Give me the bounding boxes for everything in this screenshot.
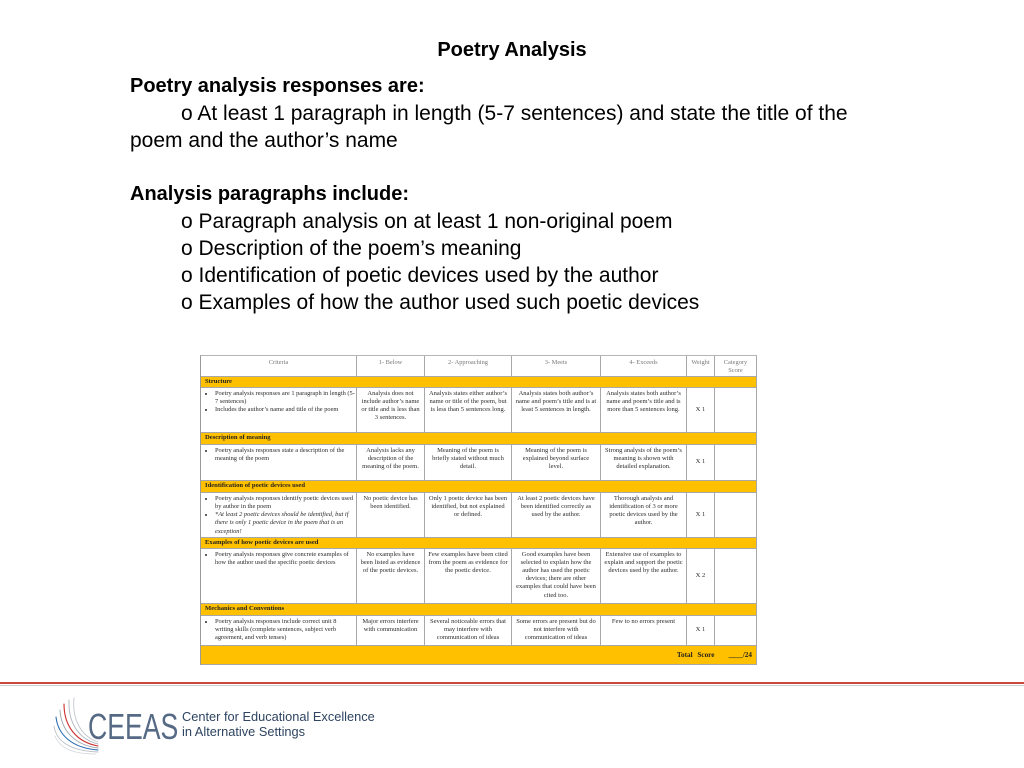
rubric-header-criteria: Criteria xyxy=(201,356,357,377)
rubric-meets-cell: At least 2 poetic devices have been identified correctly as used by the author. xyxy=(512,493,601,538)
criteria-list xyxy=(203,447,355,464)
criteria-list xyxy=(203,390,355,415)
rubric-section-band: Examples of how poetic devices are used xyxy=(201,538,757,549)
rubric-exceeds-cell: Thorough analysis and identification of 3 or more poetic devices used by the author. xyxy=(601,493,687,538)
rubric-weight-cell: X 2 xyxy=(687,549,715,604)
responses-heading: Poetry analysis responses are: xyxy=(130,74,425,97)
paragraphs-item: o Identification of poetic devices used by the author xyxy=(181,264,659,288)
rubric-meets-cell: Analysis states both author’s name and poem’s title and is at least 5 sentences in length. xyxy=(512,388,601,433)
rubric-score-cell xyxy=(715,388,757,433)
rubric-approaching-cell: Analysis states either author’s name or title of the poem, but is less than 5 sentences long. xyxy=(425,388,512,433)
criteria-item: • Poetry analysis responses give concrete examples of how the author used the specific poetic devices xyxy=(215,551,355,568)
responses-line: o At least 1 paragraph in length (5-7 sentences) and state the title of the xyxy=(181,101,848,125)
rubric-total-row xyxy=(201,646,757,665)
criteria-list xyxy=(203,551,355,568)
logo-org-line: Center for Educational Excellence xyxy=(182,709,375,724)
rubric-header-meets: 3- Meets xyxy=(512,356,601,377)
rubric-approaching-cell: Several noticeable errors that may interfere with communication of ideas xyxy=(425,616,512,646)
rubric-exceeds-cell: Extensive use of examples to explain and support the poetic devices used by the author. xyxy=(601,549,687,604)
logo-org-line: in Alternative Settings xyxy=(182,723,306,739)
slide-title: Poetry Analysis xyxy=(437,39,587,61)
rubric-weight-cell: X 1 xyxy=(687,616,715,646)
responses-line: poem and the author’s name xyxy=(130,128,398,152)
rubric-weight-cell: X 1 xyxy=(687,388,715,433)
footer-rule-shadow xyxy=(0,685,1024,686)
rubric-header-weight: Weight xyxy=(687,356,715,377)
rubric-section-band: Structure xyxy=(201,377,757,388)
criteria-item: • Poetry analysis responses include correct unit 8 writing skills (complete sentences, subject verb agreement, and verb tenses) xyxy=(215,618,355,643)
rubric-approaching-cell: Few examples have been cited from the poem as evidence for the poetic device. xyxy=(425,549,512,604)
paragraphs-item: o Examples of how the author used such poetic devices xyxy=(181,291,700,315)
criteria-item: • Poetry analysis responses state a description of the meaning of the poem xyxy=(215,447,355,464)
criteria-item: • Poetry analysis responses identify poetic devices used by author in the poem xyxy=(215,495,355,512)
rubric-meets-cell: Good examples have been selected to explain how the author has used the poetic devices; there are other examples that could have been cited too. xyxy=(512,549,601,604)
rubric-exceeds-cell: Analysis states both author’s name and poem’s title and is more than 5 sentences long. xyxy=(601,388,687,433)
rubric-header-exceeds: 4- Exceeds xyxy=(601,356,687,377)
rubric-weight-cell: X 1 xyxy=(687,445,715,481)
paragraphs-item: o Paragraph analysis on at least 1 non-original poem xyxy=(181,209,673,233)
rubric-exceeds-cell: Strong analysis of the poem’s meaning is shown with detailed explanation. xyxy=(601,445,687,481)
criteria-item: • Includes the author’s name and title of the poem xyxy=(215,406,355,414)
rubric-table xyxy=(200,355,757,665)
rubric-approaching-cell: Only 1 poetic device has been identified, but not explained or defined. xyxy=(425,493,512,538)
rubric-approaching-cell: Meaning of the poem is briefly stated without much detail. xyxy=(425,445,512,481)
rubric-criteria-cell xyxy=(201,388,357,433)
rubric-score-cell xyxy=(715,493,757,538)
rubric-header-below: 1- Below xyxy=(357,356,425,377)
rubric-below-cell: No poetic device has been identified. xyxy=(357,493,425,538)
rubric-criteria-cell xyxy=(201,445,357,481)
logo-org-name xyxy=(182,710,375,739)
logo-wordmark: CEEAS xyxy=(88,705,179,747)
rubric-exceeds-cell: Few to no errors present xyxy=(601,616,687,646)
rubric-score-cell xyxy=(715,616,757,646)
total-score-label: Total Score xyxy=(676,651,715,659)
rubric-score-cell xyxy=(715,549,757,604)
paragraphs-heading: Analysis paragraphs include: xyxy=(130,182,409,205)
rubric-section-band: Description of meaning xyxy=(201,433,757,445)
rubric-weight-cell: X 1 xyxy=(687,493,715,538)
rubric-meets-cell: Some errors are present but do not interfere with communication of ideas xyxy=(512,616,601,646)
rubric-below-cell: Analysis lacks any description of the meaning of the poem. xyxy=(357,445,425,481)
rubric-section-band: Identification of poetic devices used xyxy=(201,481,757,493)
rubric-score-cell xyxy=(715,445,757,481)
blank-line xyxy=(130,154,990,181)
paragraphs-item: o Description of the poem’s meaning xyxy=(181,237,522,261)
rubric-below-cell: Analysis does not include author’s name or title and is less than 3 sentences. xyxy=(357,388,425,433)
footer-rule xyxy=(0,682,1024,684)
rubric-below-cell: Major errors interfere with communication xyxy=(357,616,425,646)
rubric-header-category-score: Category Score xyxy=(715,356,757,377)
criteria-item: • Poetry analysis responses are 1 paragraph in length (5-7 sentences) xyxy=(215,390,355,407)
rubric-criteria-cell xyxy=(201,549,357,604)
rubric-criteria-cell xyxy=(201,616,357,646)
slide-body xyxy=(130,73,990,317)
rubric-header-approaching: 2- Approaching xyxy=(425,356,512,377)
rubric-criteria-cell xyxy=(201,493,357,538)
rubric-section-band: Mechanics and Conventions xyxy=(201,604,757,616)
criteria-note: • *At least 2 poetic devices should be identified, but if there is only 1 poetic device in the poem that is an exception! xyxy=(215,511,355,536)
criteria-list xyxy=(203,618,355,643)
rubric-below-cell: No examples have been listed as evidence of the poetic devices. xyxy=(357,549,425,604)
total-score-value: ____/24 xyxy=(728,651,752,659)
rubric-meets-cell: Meaning of the poem is explained beyond surface level. xyxy=(512,445,601,481)
criteria-list xyxy=(203,495,355,536)
